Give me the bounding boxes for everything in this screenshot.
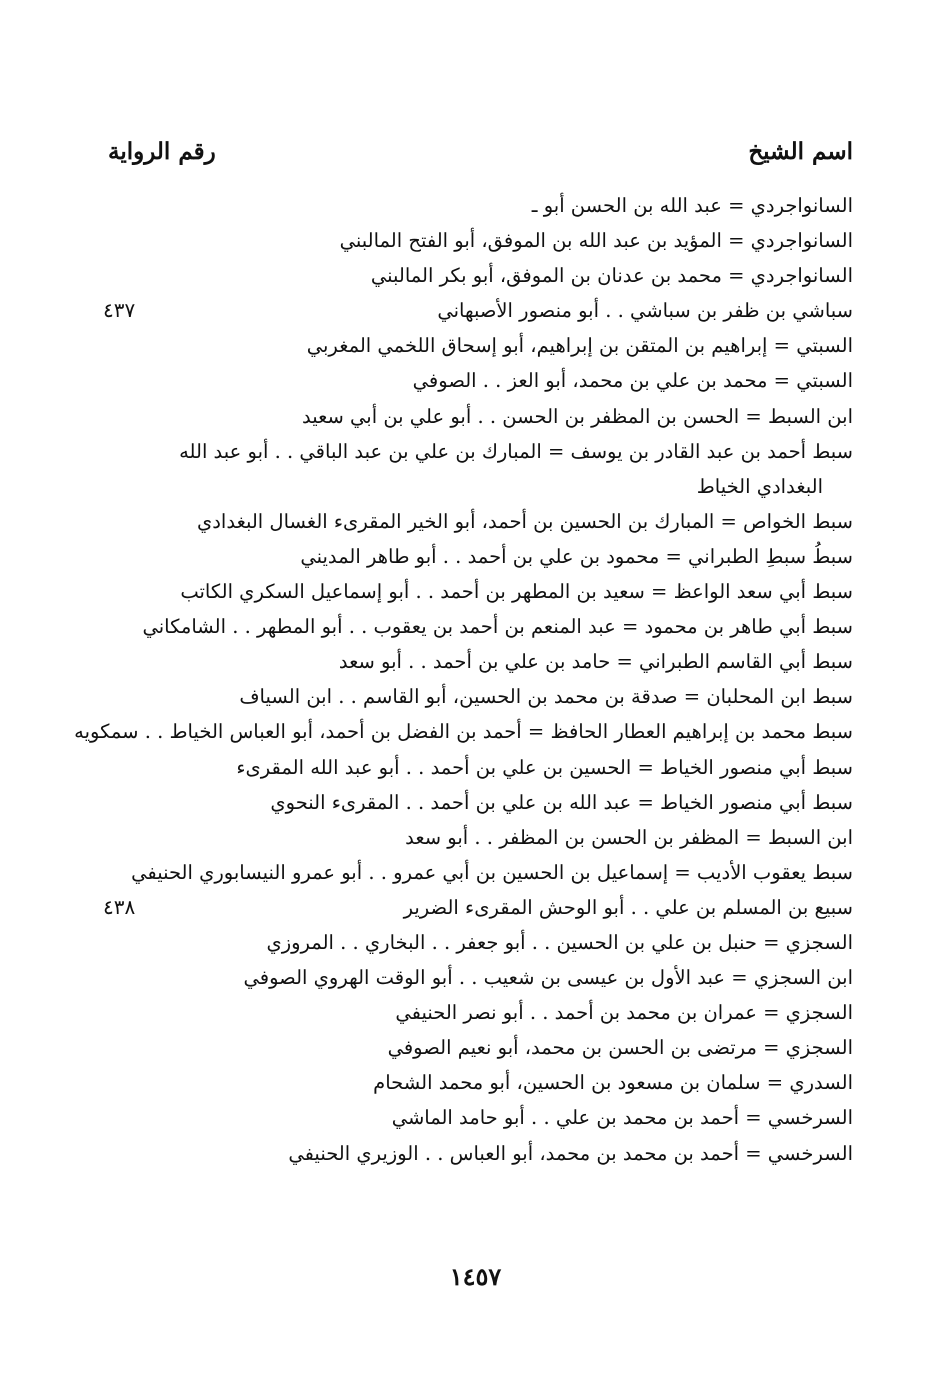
entry-row — [93, 855, 853, 890]
entry-text: السانواجردي = المؤيد بن عبد الله بن الموفق، أبو الفتح المالبني — [339, 229, 853, 253]
entry-row — [93, 469, 853, 504]
entry-row — [93, 960, 853, 995]
entry-row — [93, 609, 853, 644]
entry-row — [93, 679, 853, 714]
entry-text: سبط أبي منصور الخياط = عبد الله بن علي بن أحمد . . المقرىء النحوي — [270, 790, 853, 814]
entry-text: البغدادي الخياط — [696, 474, 823, 498]
entry-row — [93, 1030, 853, 1065]
entry-row — [93, 574, 853, 609]
entry-row — [93, 995, 853, 1030]
entry-row — [93, 223, 853, 258]
entry-row — [93, 890, 853, 925]
entry-text: سبط أحمد بن عبد القادر بن يوسف = المبارك بن علي بن عبد الباقي . . أبو عبد الله — [179, 439, 853, 463]
entry-text: السبتي = إبراهيم بن المتقن بن إبراهيم، أبو إسحاق اللخمي المغربي — [306, 334, 853, 358]
entry-text: السجزي = عمران بن محمد بن أحمد . . أبو نصر الحنيفي — [395, 1001, 853, 1025]
entry-row — [93, 644, 853, 679]
entry-text: السرخسي = أحمد بن محمد بن محمد، أبو العباس . . الوزيري الحنيفي — [288, 1141, 853, 1165]
narration-number: ٤٣٨ — [103, 894, 136, 919]
entry-row — [93, 328, 853, 363]
entry-row — [93, 750, 853, 785]
entry-row — [93, 820, 853, 855]
entry-text: السانواجردي = محمد بن عدنان بن الموفق، أبو بكر المالبني — [370, 264, 853, 288]
entry-row — [93, 399, 853, 434]
entry-text: سبط الخواص = المبارك بن الحسين بن أحمد، أبو الخير المقرىء الغسال البغدادي — [196, 509, 853, 533]
entry-row — [74, 714, 853, 749]
sheikh-name-column-header: اسم الشيخ — [748, 138, 853, 165]
entry-text: سبط محمد بن إبراهيم العطار الحافظ = أحمد بن الفضل بن أحمد، أبو العباس الخياط . . سمكويه — [74, 720, 853, 744]
entry-row — [93, 293, 853, 328]
entry-row — [93, 188, 853, 223]
entry-text: سبط أبي طاهر بن محمود = عبد المنعم بن أحمد بن يعقوب . . أبو المطهر . . الشامكاني — [142, 615, 853, 639]
narration-number-column-header: رقم الرواية — [108, 138, 216, 165]
entry-row — [93, 1100, 853, 1135]
entry-text: السجزي = مرتضى بن الحسن بن محمد، أبو نعيم الصوفي — [387, 1036, 853, 1060]
entry-row — [93, 363, 853, 398]
entry-text: السجزي = حنبل بن علي بن الحسين . . أبو جعفر . . البخاري . . المروزي — [266, 930, 853, 954]
entry-text: سبطُ سبطِ الطبراني = محمود بن علي بن أحمد . . أبو طاهر المديني — [300, 544, 853, 568]
entry-text: سبط أبي سعد الواعظ = سعيد بن المطهر بن أحمد . . أبو إسماعيل السكري الكاتب — [180, 580, 853, 604]
entry-row — [93, 434, 853, 469]
entry-text: سباشي بن ظفر بن سباشي . . أبو منصور الأصبهاني — [437, 299, 853, 323]
entry-text: السدري = سلمان بن مسعود بن الحسين، أبو محمد الشحام — [373, 1071, 853, 1095]
page-number: ١٤٥٧ — [449, 1262, 502, 1291]
entries-list — [74, 188, 853, 1171]
entry-text: سبط أبي منصور الخياط = الحسين بن علي بن أحمد . . أبو عبد الله المقرىء — [236, 755, 853, 779]
entry-text: السبتي = محمد بن علي بن محمد، أبو العز . . الصوفي — [412, 369, 853, 393]
entry-text: ابن السبط = الحسن بن المظفر بن الحسن . . أبو علي بن أبي سعيد — [301, 404, 853, 428]
entry-text: ابن السجزي = عبد الأول بن عيسى بن شعيب . . أبو الوقت الهروي الصوفي — [243, 966, 853, 990]
entry-text: سبط يعقوب الأديب = إسماعيل بن الحسين بن أبي عمرو . . أبو عمرو النيسابوري الحنيفي — [131, 860, 853, 884]
entry-text: السرخسي = أحمد بن محمد بن علي . . أبو حامد الماشي — [391, 1106, 853, 1130]
entry-row — [93, 539, 853, 574]
entry-row — [93, 504, 853, 539]
entry-text: سبط أبي القاسم الطبراني = حامد بن علي بن أحمد . . أبو سعد — [338, 650, 853, 674]
entry-text: سبيع بن المسلم بن علي . . أبو الوحش المقرىء الضرير — [403, 895, 853, 919]
entry-text: سبط ابن المحلبان = صدقة بن محمد بن الحسين، أبو القاسم . . ابن السياف — [239, 685, 853, 709]
narration-number: ٤٣٧ — [103, 298, 136, 323]
entry-row — [93, 1065, 853, 1100]
entry-row — [93, 785, 853, 820]
entry-row — [93, 258, 853, 293]
entry-row — [93, 1136, 853, 1171]
entry-row — [93, 925, 853, 960]
entry-text: السانواجردي = عبد الله بن الحسن أبو ـ — [531, 194, 853, 217]
entry-text: ابن السبط = المظفر بن الحسن بن المظفر . . أبو سعد — [405, 825, 853, 849]
